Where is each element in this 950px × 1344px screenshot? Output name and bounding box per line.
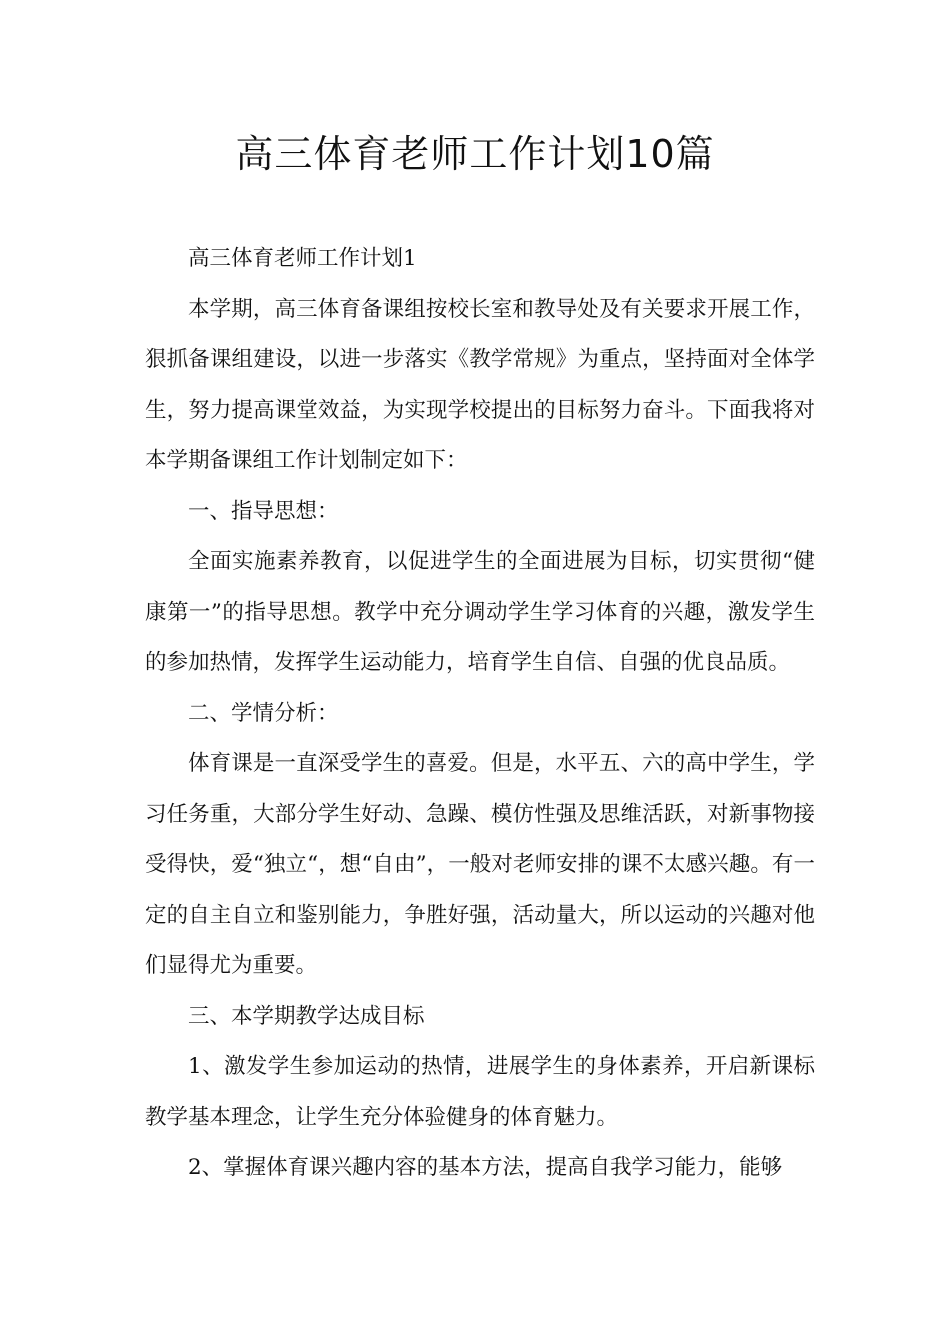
section-heading: 二、学情分析： [188, 700, 339, 726]
section-heading: 高三体育老师工作计划1 [188, 246, 417, 271]
document-title: 高三体育老师工作计划10篇 [235, 132, 715, 176]
document-body [145, 234, 815, 1194]
body-paragraph: 体育课是一直深受学生的喜爱。但是，水平五、六的高中学生，学习任务重，大部分学生好动、急躁、模仿性强及思维活跃，对新事物接受得快，爱“独立“，想“自由”，一般对老师安排的课不太感兴趣。有一定的自主自立和鉴别能力，争胜好强，活动量大，所以运动的兴趣对他们显得尤为重要。 [145, 751, 815, 978]
section-heading: 一、指导思想： [188, 498, 339, 524]
section-heading: 三、本学期教学达成目标 [188, 1003, 425, 1029]
body-paragraph: 全面实施素养教育，以促进学生的全面进展为目标，切实贯彻“健康第一”的指导思想。教学中充分调动学生学习体育的兴趣，激发学生的参加热情，发挥学生运动能力，培育学生自信、自强的优良品质。 [145, 549, 815, 675]
body-paragraph: 2、掌握体育课兴趣内容的基本方法，提高自我学习能力，能够 [188, 1155, 783, 1180]
body-paragraph: 1、激发学生参加运动的热情，进展学生的身体素养，开启新课标教学基本理念，让学生充分体验健身的体育魅力。 [145, 1054, 815, 1130]
body-paragraph: 本学期，高三体育备课组按校长室和教导处及有关要求开展工作，狠抓备课组建设，以进一步落实《教学常规》为重点，坚持面对全体学生，努力提高课堂效益，为实现学校提出的目标努力奋斗。下面我将对本学期备课组工作计划制定如下： [145, 296, 815, 473]
